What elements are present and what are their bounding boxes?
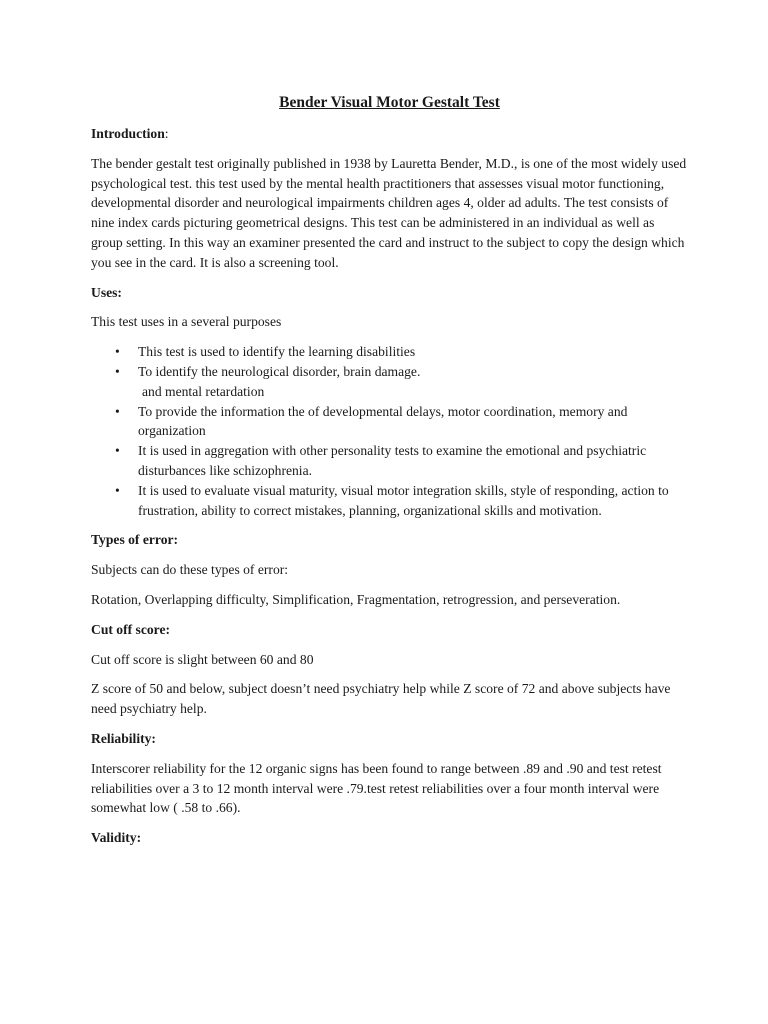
bullet-icon: •: [115, 344, 120, 360]
list-item-text: To provide the information the of developmental delays, motor coordination, memory and organization: [138, 403, 628, 439]
list-item-text: It is used to evaluate visual maturity, visual motor integration skills, style of responding, action to frustration, ability to correct mistakes, planning, organizational skills and motivation.: [138, 482, 669, 518]
validity-heading: Validity:: [91, 830, 142, 846]
bullet-icon: •: [115, 482, 120, 498]
cut-off-score-heading: Cut off score:: [91, 621, 171, 637]
introduction-paragraph: The bender gestalt test originally published in 1938 by Lauretta Bender, M.D., is one of the most widely used psychological test. this test used by the mental health practitioners that assesses visual motor functioning, developmental disorder and neurological impairments children ages 4, older ad adults. The test consists of nine index cards picturing geometrical designs. This test can be administered in an individual as well as group setting. In this way an examiner presented the card and instruct to the subject to copy the design which you see in the card. It is also a screening tool.: [91, 155, 687, 270]
list-item: [91, 441, 688, 481]
types-of-error-heading: Types of error:: [91, 532, 179, 548]
list-item: [91, 362, 688, 402]
document-title: Bender Visual Motor Gestalt Test: [279, 94, 500, 111]
list-item-text: It is used in aggregation with other personality tests to examine the emotional and psychiatric disturbances like schizophrenia.: [138, 443, 647, 478]
list-item-continuation: and mental retardation: [142, 383, 265, 399]
introduction-heading: Introduction: [91, 126, 165, 141]
reliability-heading: Reliability:: [91, 730, 156, 746]
types-of-error-intro: Subjects can do these types of error:: [91, 562, 289, 578]
uses-heading: Uses:: [91, 284, 122, 300]
types-of-error-list: Rotation, Overlapping difficulty, Simplification, Fragmentation, retrogression, and perseveration.: [91, 591, 621, 607]
reliability-paragraph: Interscorer reliability for the 12 organic signs has been found to range between .89 and .90 and test retest reliabilities over a 3 to 12 month interval were .79.test retest reliabilities over a four month interval were somewhat low ( .58 to .66).: [91, 760, 662, 816]
list-item-text: This test is used to identify the learning disabilities: [138, 344, 416, 360]
z-score-paragraph: Z score of 50 and below, subject doesn’t need psychiatry help while Z score of 72 and above subjects have need psychiatry help.: [91, 681, 671, 717]
cut-off-score-line: Cut off score is slight between 60 and 80: [91, 651, 314, 667]
uses-intro: This test uses in a several purposes: [91, 314, 282, 330]
list-item: [91, 342, 688, 362]
list-item-text: To identify the neurological disorder, brain damage.: [138, 363, 421, 379]
uses-list: [91, 342, 688, 520]
introduction-heading-line: [91, 124, 688, 144]
list-item: [91, 481, 688, 521]
bullet-icon: •: [115, 443, 120, 459]
list-item: [91, 402, 688, 442]
bullet-icon: •: [115, 403, 120, 419]
introduction-heading-colon: :: [164, 126, 169, 141]
bullet-icon: •: [115, 363, 120, 379]
